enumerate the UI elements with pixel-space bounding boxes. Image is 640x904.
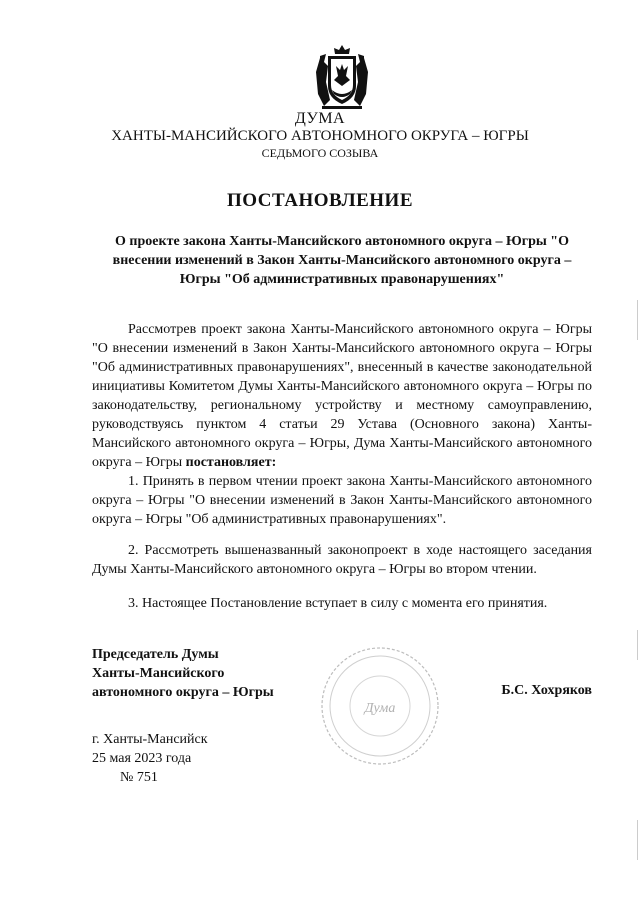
date: 25 мая 2023 года bbox=[92, 751, 192, 766]
preamble bbox=[92, 320, 592, 472]
item-3: 3. Настоящее Постановление вступает в силу с момента его принятия. bbox=[128, 596, 548, 611]
region-name: ХАНТЫ-МАНСИЙСКОГО АВТОНОМНОГО ОКРУГА – ЮГРЫ bbox=[111, 128, 529, 144]
official-stamp bbox=[318, 644, 442, 768]
signer-name: Б.С. Хохряков bbox=[501, 683, 592, 698]
item-1: 1. Принять в первом чтении проект закона Ханты-Мансийского автономного округа – Югры "О внесении изменений в Закон Ханты-Мансийского автономного округа – Югры "Об административных правонарушениях". bbox=[92, 474, 592, 527]
signer-title-line: Ханты-Мансийского bbox=[92, 666, 225, 681]
item-2: 2. Рассмотреть вышеназванный законопроект в ходе настоящего заседания Думы Ханты-Мансийского автономного округа – Югры во втором чтении. bbox=[92, 543, 592, 577]
document-type: ПОСТАНОВЛЕНИЕ bbox=[226, 190, 414, 211]
city: г. Ханты-Мансийск bbox=[92, 732, 208, 747]
stamp-text: Дума bbox=[364, 701, 396, 716]
signer-title bbox=[92, 645, 332, 702]
convocation: СЕДЬМОГО СОЗЫВА bbox=[261, 146, 379, 160]
document-subject: О проекте закона Ханты-Мансийского автономного округа – Югры "О внесении изменений в Закон Ханты-Мансийского автономного округа – Югры "Об административных правонарушениях" bbox=[112, 234, 572, 287]
signer-title-line: автономного округа – Югры bbox=[92, 685, 274, 700]
resolve-word: постановляет: bbox=[185, 455, 277, 470]
signer-title-line: Председатель Думы bbox=[92, 647, 219, 662]
scan-edge-marks bbox=[636, 300, 640, 860]
org-name: ДУМА bbox=[294, 110, 346, 127]
preamble-text: Рассмотрев проект закона Ханты-Мансийского автономного округа – Югры "О внесении изменений в Закон Ханты-Мансийского автономного округа – Югры "Об административных правонарушениях", внесенный в качестве законодательной инициативы Комитетом Думы Ханты-Мансийского автономного округа – Югры по законодательству, региональному устройству и местному самоуправлению, руководствуясь пунктом 4 статьи 29 Устава (Основного закона) Ханты-Мансийского автономного округа – Югры, Дума Ханты-Мансийского автономного округа – Югры bbox=[92, 322, 592, 470]
place-date-block bbox=[92, 730, 292, 787]
document-number: № 751 bbox=[120, 770, 158, 785]
coat-of-arms-icon bbox=[312, 42, 372, 112]
